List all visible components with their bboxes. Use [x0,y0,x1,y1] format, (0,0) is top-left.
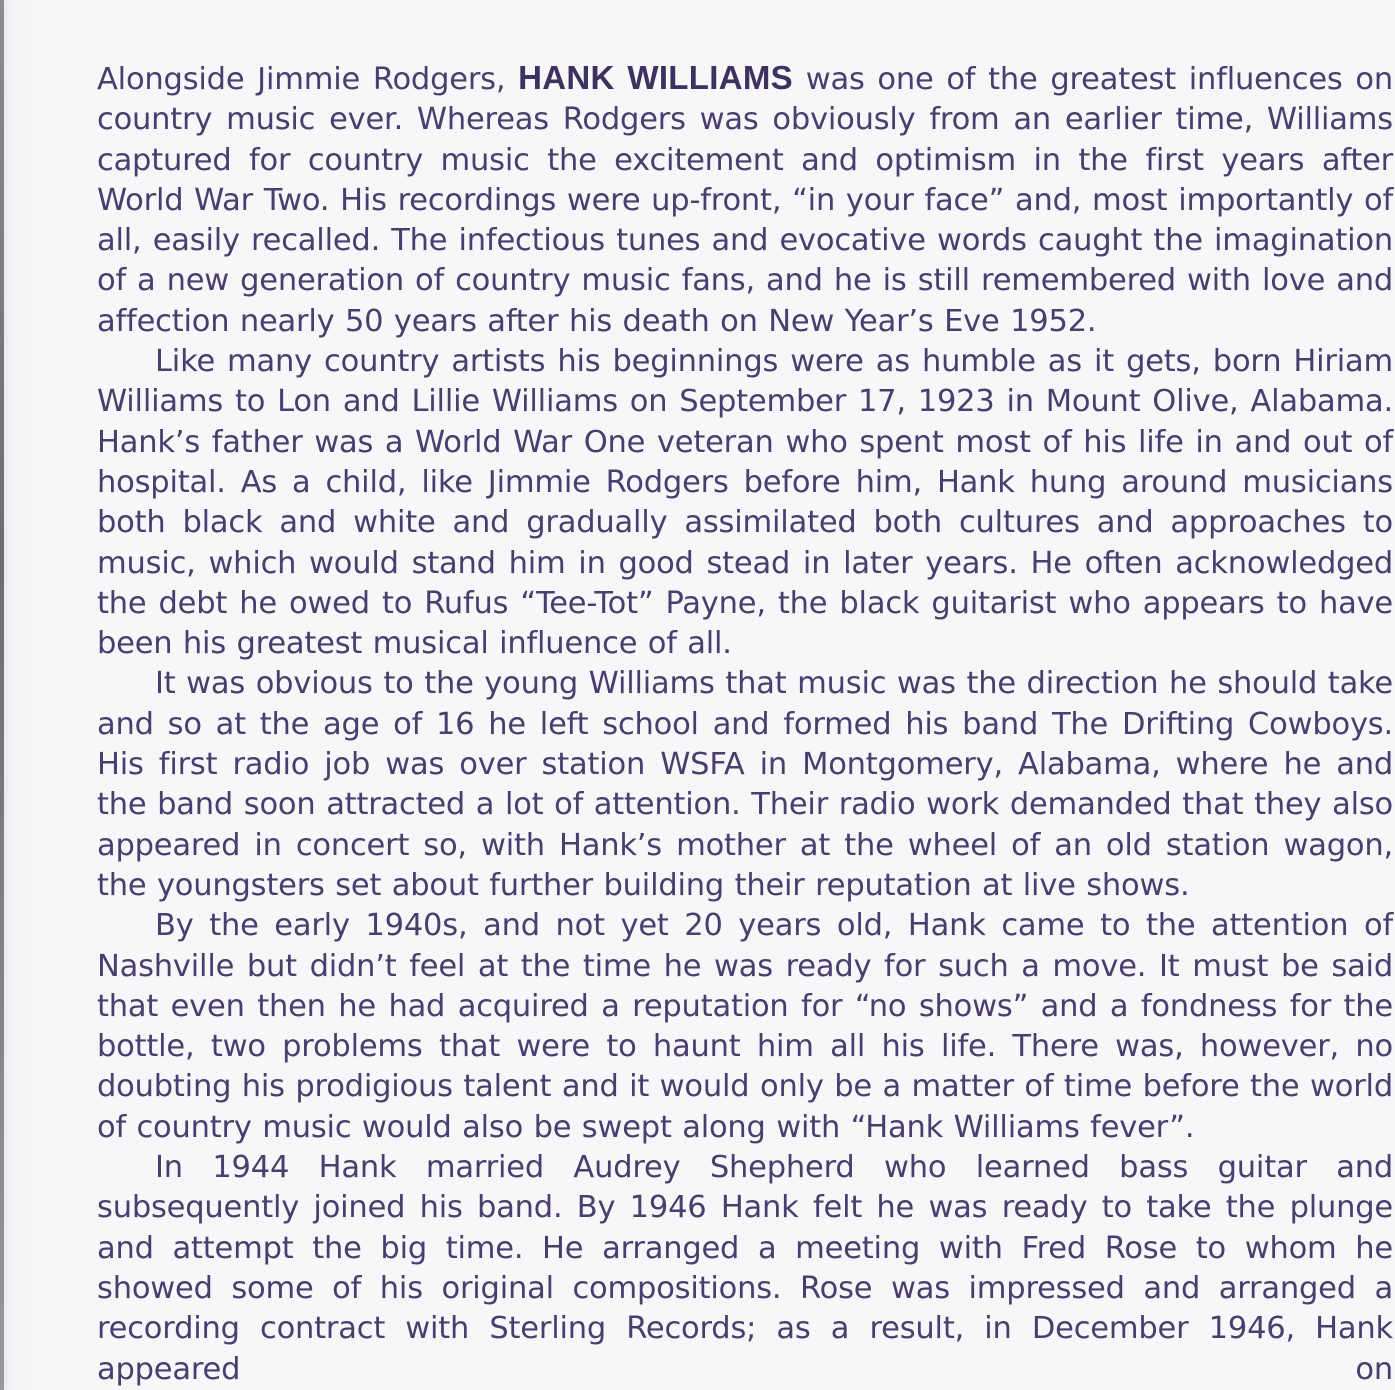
artist-name-bold: HANK WILLIAMS [518,59,793,96]
paragraph-4: By the early 1940s, and not yet 20 years old, Hank came to the attention of Nashville but didn’t feel at the time he was ready for such a move. It must be said that even then he had acquired a reputation for “no shows” and a fondness for the bottle, two problems that were to haunt him all his life. There was, however, no doubting his prodigious talent and it would only be a matter of time before the world of country music would also be swept along with “Hank Williams fever”. [97,908,1393,1145]
paragraph-2: Like many country artists his beginnings were as humble as it gets, born Hiriam Williams to Lon and Lillie Williams on September 17, 1923 in Mount Olive, Alabama. Hank’s father was a World War One veteran who spent most of his life in and out of hospital. As a child, like Jimmie Rodgers before him, Hank hung around musicians both black and white and gradually assimilated both cultures and approaches to music, which would stand him in good stead in later years. He often acknowledged the debt he owed to Rufus “Tee-Tot” Payne, the black guitarist who appears to have been his greatest musical influence of all. [97,344,1393,662]
paragraph-1 [97,58,1393,342]
paragraph-5: In 1944 Hank married Audrey Shepherd who learned bass guitar and subsequently joined his band. By 1946 Hank felt he was ready to take the plunge and attempt the big time. He arranged a meeting with Fred Rose to whom he showed some of his original compositions. Rose was impressed and arranged a recording contract with Sterling Records; as a result, in December 1946, Hank appeared on [97,1150,1393,1387]
article-body [97,58,1393,1390]
paragraph-1-rest: was one of the greatest influences on country music ever. Whereas Rodgers was obviously from an earlier time, Williams captured for country music the excitement and optimism in the first years after World War Two. His recordings were up-front, “in your face” and, most importantly of all, easily recalled. The infectious tunes and evocative words caught the imagination of a new generation of country music fans, and he is still remembered with love and affection nearly 50 years after his death on New Year’s Eve 1952. [97,62,1393,339]
page-spine-edge [0,0,4,1390]
paragraph-3: It was obvious to the young Williams that music was the direction he should take and so at the age of 16 he left school and formed his band The Drifting Cowboys. His first radio job was over station WSFA in Montgomery, Alabama, where he and the band soon attracted a lot of attention. Their radio work demanded that they also appeared in concert so, with Hank’s mother at the wheel of an old station wagon, the youngsters set about further building their reputation at live shows. [97,666,1393,903]
paragraph-1-lead: Alongside Jimmie Rodgers, [97,62,519,97]
